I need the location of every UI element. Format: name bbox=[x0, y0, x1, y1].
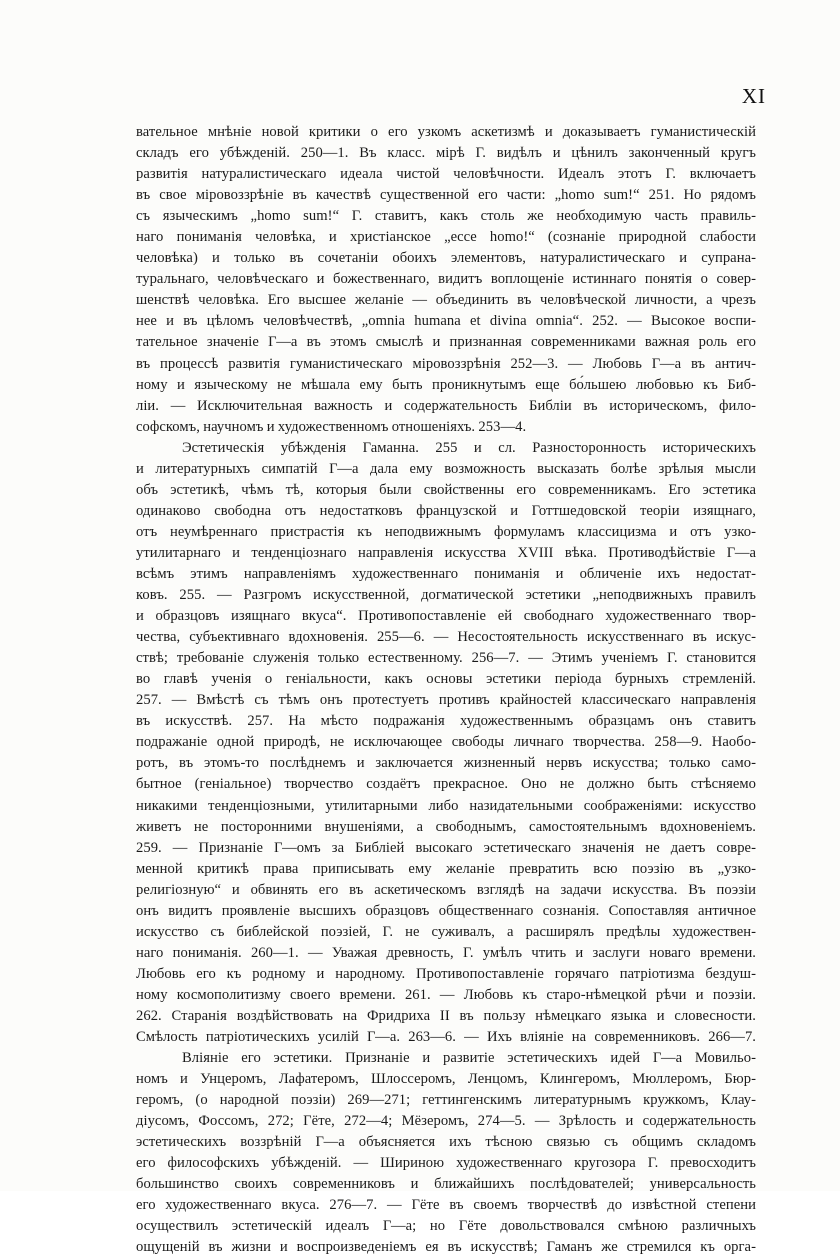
text-line: наго пониманія человѣка, и христіанское „ecce homo!“ (сознаніе природной слабости bbox=[136, 229, 756, 246]
text-line: объ эстетикѣ, чѣмъ тѣ, которыя были свойственны его современникамъ. Его эстетика bbox=[136, 481, 756, 498]
text-line: ному и языческому не мѣшала ему быть проникнутымъ еще бо́льшею любовью къ Биб- bbox=[136, 376, 756, 393]
text-line: развитія натуралистическаго идеала чистой человѣчности. Идеалъ этотъ Г. включаетъ bbox=[136, 166, 756, 183]
text-line: человѣка) и только въ сочетаніи обоихъ элементовъ, натуралистическаго и супрана- bbox=[136, 250, 756, 267]
text-line: номъ и Унцеромъ, Лафатеромъ, Шлоссеромъ, Ленцомъ, Клингеромъ, Мюллеромъ, Бюр- bbox=[136, 1071, 756, 1088]
text-line: въ процессѣ развитія гуманистическаго міровоззрѣнія 252—3. — Любовь Г—а въ антич- bbox=[136, 355, 756, 372]
text-line: и образцовъ изящнаго вкуса“. Противопоставленіе ей свободнаго художественнаго твор- bbox=[136, 608, 756, 625]
text-line: Смѣлость патріотическихъ усилій Г—а. 263—6. — Ихъ вліяніе на современниковъ. 266—7. bbox=[136, 1029, 756, 1046]
text-line: утилитарнаго и тенденціознаго направленія искусства XVIII вѣка. Противодѣйствіе Г—а bbox=[136, 544, 756, 561]
text-line: его художественнаго вкуса. 276—7. — Гёте въ своемъ творчествѣ до извѣстной степени bbox=[136, 1197, 756, 1214]
text-line: вательное мнѣніе новой критики о его узкомъ аскетизмѣ и доказываетъ гуманистическій bbox=[136, 124, 756, 140]
text-line: искусство съ библейской поэзіей, Г. не суживалъ, а расширялъ предѣлы художествен- bbox=[136, 923, 756, 940]
text-line: всѣмъ этимъ направленіямъ художественнаго пониманія и обличеніе ихъ недостат- bbox=[136, 565, 756, 582]
text-line: діусомъ, Фоссомъ, 272; Гёте, 272—4; Мёзеромъ, 274—5. — Зрѣлость и содержательность bbox=[136, 1113, 756, 1130]
text-line: 259. — Признаніе Г—омъ за Библіей высокаго эстетическаго значенія не даетъ совре- bbox=[136, 839, 756, 856]
text-line: Любовь его къ родному и народному. Противопоставленіе горячаго патріотизма бездуш- bbox=[136, 965, 756, 982]
text-line: большинство своихъ современниковъ и ближайшихъ послѣдователей; универсальность bbox=[136, 1176, 756, 1193]
text-line: нее и въ цѣломъ человѣчествѣ, „omnia humana et divina omnia“. 252. — Высокое воспи- bbox=[136, 313, 756, 330]
text-line: бытное (геніальное) творчество создаётъ прекрасное. Оно не должно быть стѣсняемо bbox=[136, 776, 756, 793]
body-text bbox=[136, 122, 756, 1259]
text-line: въ свое міровоззрѣніе въ качествѣ существенной его части: „homo sum!“ 251. Но рядомъ bbox=[136, 187, 756, 204]
text-line: ному космополитизму своего времени. 261. — Любовь къ старо-нѣмецкой рѣчи и поэзіи. bbox=[136, 986, 756, 1003]
text-line: тательное значеніе Г—а въ этомъ смыслѣ и признанная современниками важная роль его bbox=[136, 334, 756, 351]
text-line: ліи. — Исключительная важность и содержательность Библіи въ историческомъ, фило- bbox=[136, 397, 756, 414]
text-line: онъ видитъ проявленіе высшихъ образцовъ общественнаго сознанія. Сопоставляя античное bbox=[136, 902, 756, 919]
text-line: Эстетическія убѣжденія Гаманна. 255 и сл. Разносторонность историческихъ bbox=[182, 439, 756, 456]
text-line: эстетическихъ воззрѣній Г—а объясняется ихъ тѣсною связью съ общимъ складомъ bbox=[136, 1134, 756, 1151]
text-line: ствѣ; требованіе служенія только естественному. 256—7. — Этимъ ученіемъ Г. становится bbox=[136, 650, 756, 667]
text-line: въ искусствѣ. 257. На мѣсто подражанія художественнымъ образцамъ онъ ставитъ bbox=[136, 713, 756, 730]
text-line: 262. Старанія воздѣйствовать на Фридриха II въ пользу нѣмецкаго языка и словесности. bbox=[136, 1007, 756, 1024]
text-line: отъ неумѣреннаго пристрастія къ неподвижнымъ формуламъ классицизма и отъ узко- bbox=[136, 523, 756, 540]
text-line: живетъ не посторонними внушеніями, а свободнымъ, самостоятельнымъ вдохновеніемъ. bbox=[136, 818, 756, 835]
text-line: складъ его убѣжденій. 250—1. Въ класс. мірѣ Г. видѣлъ и цѣнилъ законченный кругъ bbox=[136, 145, 756, 162]
text-line: съ языческимъ „homo sum!“ Г. ставитъ, какъ столь же необходимую часть правиль- bbox=[136, 208, 756, 225]
text-line: ковъ. 255. — Разгромъ искусственной, догматической эстетики „неподвижныхъ правилъ bbox=[136, 587, 756, 604]
text-line: туральнаго, человѣческаго и божественнаго, видитъ воплощеніе истиннаго понятія о совер- bbox=[136, 271, 756, 288]
text-line: Вліяніе его эстетики. Признаніе и развитіе эстетическихъ идей Г—а Мовильо- bbox=[182, 1050, 756, 1067]
text-line: ощущеній въ жизни и воспроизведеніемъ ея въ искусствѣ; Гаманъ же стремился къ орга- bbox=[136, 1239, 756, 1256]
text-line: софскомъ, научномъ и художественномъ отношеніяхъ. 253—4. bbox=[136, 418, 527, 435]
text-line: менной критикѣ права приписывать ему желаніе превратить всю поэзію въ „узко- bbox=[136, 860, 756, 877]
text-line: подражаніе одной природѣ, не исключающее свободы личнаго творчества. 258—9. Наобо- bbox=[136, 734, 756, 751]
text-line: ротъ, въ этомъ-то послѣднемъ и заключается жизненный нервъ искусства; только само- bbox=[136, 755, 756, 772]
text-line: 257. — Вмѣстѣ съ тѣмъ онъ протестуетъ противъ крайностей классическаго направленія bbox=[136, 692, 756, 709]
text-line: наго пониманія. 260—1. — Уважая древность, Г. умѣлъ чтить и заслуги новаго времени. bbox=[136, 944, 756, 961]
text-line: чества, субъективнаго вдохновенія. 255—6. — Несостоятельность искусственнаго въ искус- bbox=[136, 629, 756, 646]
text-line: шенствѣ человѣка. Его высшее желаніе — объединить въ человѣческой личности, а чрезъ bbox=[136, 292, 756, 309]
text-line: религіозную“ и обвинять его въ аскетическомъ взглядѣ на задачи искусства. Въ поэзіи bbox=[136, 881, 756, 898]
text-line: его философскихъ убѣжденій. — Шириною художественнаго кругозора Г. превосходитъ bbox=[136, 1155, 756, 1172]
text-line: во главѣ ученія о геніальности, какъ основы эстетики періода бурныхъ стремленій. bbox=[136, 671, 756, 688]
text-line: никакими тенденціозными, утилитарными либо назидательными соображеніями: искусство bbox=[136, 797, 756, 814]
text-line: осуществилъ эстетическій идеалъ Г—а; но Гёте довольствовался смѣною различныхъ bbox=[136, 1218, 756, 1235]
text-line: геромъ, (о народной поэзіи) 269—271; геттингенскимъ литературнымъ кружкомъ, Клау- bbox=[136, 1092, 756, 1109]
page-number: XI bbox=[741, 84, 766, 108]
text-line: одинаково свободна отъ недостатковъ французской и Готтшедовской теоріи изящнаго, bbox=[136, 502, 756, 519]
text-line: и литературныхъ симпатій Г—а дала ему возможность высказать болѣе зрѣлыя мысли bbox=[136, 460, 756, 477]
